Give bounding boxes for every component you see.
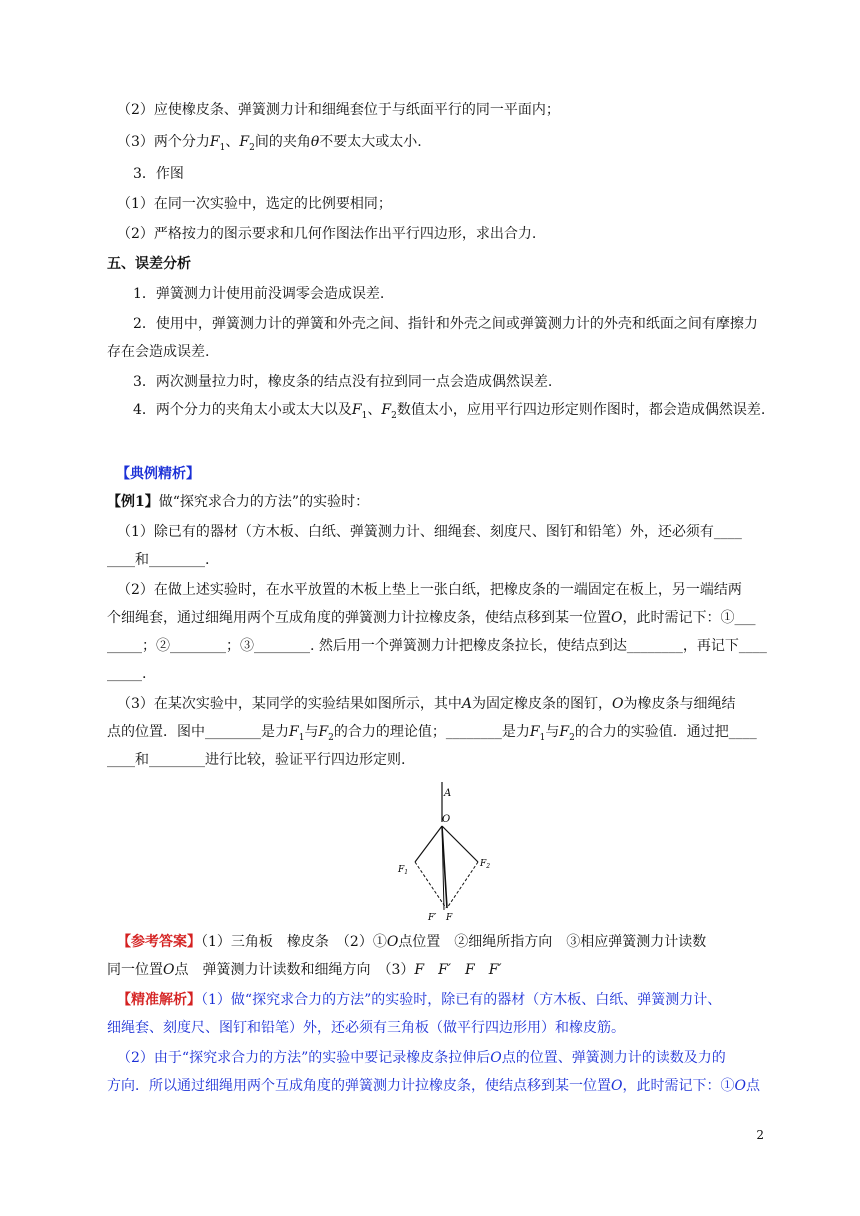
- question-line: （3）在某次实验中，某同学的实验结果如图所示，其中A为固定橡皮条的图钉，O为橡皮条与细绳结: [117, 696, 736, 712]
- point-a-label: A: [444, 788, 452, 799]
- question-line: _____.: [107, 666, 147, 682]
- analysis-line: 细绳套、刻度尺、图钉和铅笔）外，还必须有三角板（做平行四边形用）和橡皮筋。: [107, 1020, 625, 1036]
- f2-label: $F_2$: [480, 859, 491, 870]
- analysis-line: 方向．所以通过细绳用两个互成角度的弹簧测力计拉橡皮条，使结点移到某一位置O，此时需记下：①O点: [107, 1078, 760, 1094]
- f2-vector: [442, 826, 478, 862]
- example-heading: 【例1】做“探究求合力的方法”的实验时：: [107, 494, 370, 510]
- text-line: 2．使用中，弹簧测力计的弹簧和外壳之间、指针和外壳之间或弹簧测力计的外壳和纸面之间有摩擦力: [133, 316, 758, 332]
- f1-vector: [415, 826, 442, 862]
- question-line: （1）除已有的器材（方木板、白纸、弹簧测力计、细绳套、刻度尺、图钉和铅笔）外，还必须有____: [117, 524, 742, 540]
- text-line: （3）两个分力$F_1$、$F_2$间的夹角θ不要太大或太小.: [117, 134, 422, 153]
- text-line: （2）应使橡皮条、弹簧测力计和细绳套位于与纸面平行的同一平面内；: [117, 102, 560, 118]
- question-line: 个细绳套，通过细绳用两个互成角度的弹簧测力计拉橡皮条，使结点移到某一位置O，此时需记下：①___: [107, 610, 756, 626]
- question-line: （2）在做上述实验时，在水平放置的木板上垫上一张白纸，把橡皮条的一端固定在板上，另一端结两: [117, 582, 742, 598]
- f1-label: $F_1$: [398, 865, 409, 876]
- text-line: 3．两次测量拉力时，橡皮条的结点没有拉到同一点会造成偶然误差.: [133, 374, 553, 390]
- analysis-line: （2）由于“探究求合力的方法”的实验中要记录橡皮条拉伸后O点的位置、弹簧测力计的读数及力的: [117, 1050, 726, 1066]
- question-line: 点的位置．图中________是力$F_1$与$F_2$的合力的理论值；________是力$F_1$与$F_2$的合力的实验值．通过把____: [107, 724, 757, 743]
- text-line: 4．两个分力的夹角太小或太大以及$F_1$、$F_2$数值太小，应用平行四边形定则作图时，都会造成偶然误差.: [133, 402, 766, 421]
- answer-line: 【参考答案】（1）三角板 橡皮条 （2）①O点位置 ②细绳所指方向 ③相应弹簧测力计读数: [117, 934, 707, 950]
- force-diagram: [390, 782, 500, 922]
- text-line: 1．弹簧测力计使用前没调零会造成误差.: [133, 286, 385, 302]
- subheading: 3．作图: [133, 166, 184, 182]
- f-prime-label: F′: [428, 913, 437, 922]
- question-line: ____和________.: [107, 552, 210, 568]
- question-line: _____；②________；③________. 然后用一个弹簧测力计把橡皮条拉长，使结点到达________，再记下____: [107, 638, 767, 654]
- f-label: F: [446, 913, 453, 922]
- text-line: （2）严格按力的图示要求和几何作图法作出平行四边形，求出合力.: [117, 226, 537, 242]
- analysis-line: 【精准解析】（1）做“探究求合力的方法”的实验时，除已有的器材（方木板、白纸、弹簧测力计、: [117, 992, 722, 1008]
- question-line: ____和________进行比较，验证平行四边形定则.: [107, 752, 406, 768]
- section-heading: 五、误差分析: [107, 256, 191, 272]
- text-line: （1）在同一次实验中，选定的比例要相同；: [117, 196, 392, 212]
- answer-line: 同一位置O点 弹簧测力计读数和细绳方向 （3）F F′ F F′: [107, 962, 502, 978]
- text-line: 存在会造成误差.: [107, 344, 210, 360]
- dashed-line-2: [447, 862, 478, 908]
- page-number: 2: [756, 1128, 764, 1142]
- dashed-line-1: [415, 862, 446, 908]
- section-title: 【典例精析】: [116, 466, 200, 482]
- point-o-label: O: [442, 814, 451, 825]
